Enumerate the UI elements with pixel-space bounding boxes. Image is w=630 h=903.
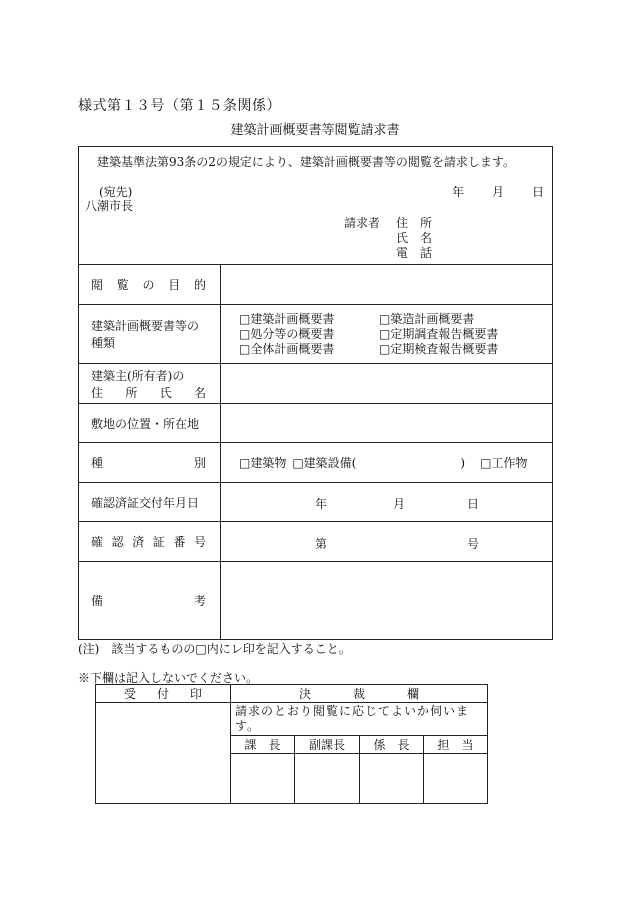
site-input[interactable]: [221, 404, 553, 443]
addressee: 八潮市長: [85, 199, 134, 213]
approver-section-chief: 課 長: [231, 736, 295, 754]
cert-no-label-cell: [79, 522, 221, 562]
office-use-note: ※下欄は記入しないでください。: [78, 671, 259, 685]
requester-phone-label[interactable]: 電 話: [396, 246, 433, 260]
date-month-label[interactable]: 月: [492, 185, 505, 199]
remarks-label: 備 考: [91, 594, 206, 608]
form-number: 様式第１３号（第１５条関係）: [78, 98, 281, 114]
kind-label-cell: [79, 443, 221, 483]
intro-cell: [79, 147, 553, 265]
owner-label-line2: 住 所 氏 名: [91, 385, 206, 400]
check-note: (注) 該当するものの□内にレ印を記入すること。: [78, 642, 351, 656]
issue-day-label: 日: [467, 497, 480, 511]
issue-date-label: 確認済証交付年月日: [79, 483, 221, 522]
cert-no-prefix: 第: [315, 536, 328, 551]
remarks-label-cell: [79, 562, 221, 640]
doc-type-label-line1: 建築計画概要書等の: [91, 319, 200, 333]
purpose-input[interactable]: [221, 265, 553, 305]
cert-no-cell[interactable]: [221, 522, 553, 562]
issue-month-label: 月: [393, 497, 406, 511]
purpose-label: 閲 覧 の 目 的: [91, 278, 206, 292]
stamp-staff[interactable]: [424, 754, 488, 804]
approver-subsection-chief: 係 長: [360, 736, 424, 754]
requester-label: 請求者: [344, 216, 381, 230]
date-year-label[interactable]: 年: [452, 185, 465, 199]
owner-input[interactable]: [221, 364, 553, 404]
issue-date-cell[interactable]: [221, 483, 553, 522]
request-statement: 建築基準法第93条の2の規定により、建築計画概要書等の閲覧を請求します。: [97, 155, 515, 169]
stamp-section-chief[interactable]: [231, 754, 295, 804]
doc-type-options: [221, 305, 553, 364]
request-form-table: [78, 146, 553, 640]
stamp-subsection-chief[interactable]: [360, 754, 424, 804]
receipt-stamp-area[interactable]: [96, 703, 231, 804]
approval-header: [231, 685, 488, 703]
remarks-input[interactable]: [221, 562, 553, 640]
requester-name-label[interactable]: 氏 名: [396, 231, 433, 245]
kind-equipment-checkbox[interactable]: □建築設備(: [292, 456, 357, 470]
kind-building-checkbox[interactable]: □建築物: [239, 456, 287, 470]
kind-equipment-close: ): [460, 455, 466, 470]
approval-text: 請求のとおり閲覧に応じてよいか伺います。: [231, 703, 488, 736]
doc-type-label-line2: 種類: [91, 336, 116, 350]
form-title: 建築計画概要書等閲覧請求書: [230, 123, 400, 138]
receipt-label: 受 付 印: [124, 687, 202, 701]
stamp-deputy-chief[interactable]: [295, 754, 360, 804]
doc-option-overall-plan-summary[interactable]: □全体計画概要書: [239, 342, 335, 356]
kind-structure-checkbox[interactable]: □工作物: [480, 456, 528, 470]
kind-label: 種 別: [91, 456, 206, 470]
issue-year-label: 年: [315, 497, 328, 511]
cert-no-suffix: 号: [467, 536, 480, 551]
receipt-stamp-header: [96, 685, 231, 703]
kind-options: [221, 443, 553, 483]
cert-no-label: 確 認 済 証 番 号: [91, 535, 206, 549]
approver-deputy-chief: 副課長: [295, 736, 360, 754]
doc-option-periodic-survey-summary[interactable]: □定期調査報告概要書: [379, 327, 499, 341]
approval-label: 決 裁 欄: [299, 687, 420, 701]
approver-staff: 担 当: [424, 736, 488, 754]
doc-option-construction-summary[interactable]: □築造計画概要書: [379, 312, 475, 326]
purpose-label-cell: [79, 265, 221, 305]
date-day-label[interactable]: 日: [532, 185, 545, 199]
site-label: 敷地の位置・所在地: [79, 404, 221, 443]
doc-option-building-summary[interactable]: □建築計画概要書: [239, 312, 335, 326]
doc-type-label-cell: [79, 305, 221, 364]
office-use-table: [95, 684, 488, 804]
addressee-label: (宛先): [99, 185, 133, 199]
doc-option-disposition-summary[interactable]: □処分等の概要書: [239, 327, 335, 341]
requester-address-label[interactable]: 住 所: [396, 216, 433, 230]
owner-label-line1: 建築主(所有者)の: [91, 368, 185, 383]
doc-option-periodic-inspection-summary[interactable]: □定期検査報告概要書: [379, 342, 499, 356]
owner-label-cell: [79, 364, 221, 404]
